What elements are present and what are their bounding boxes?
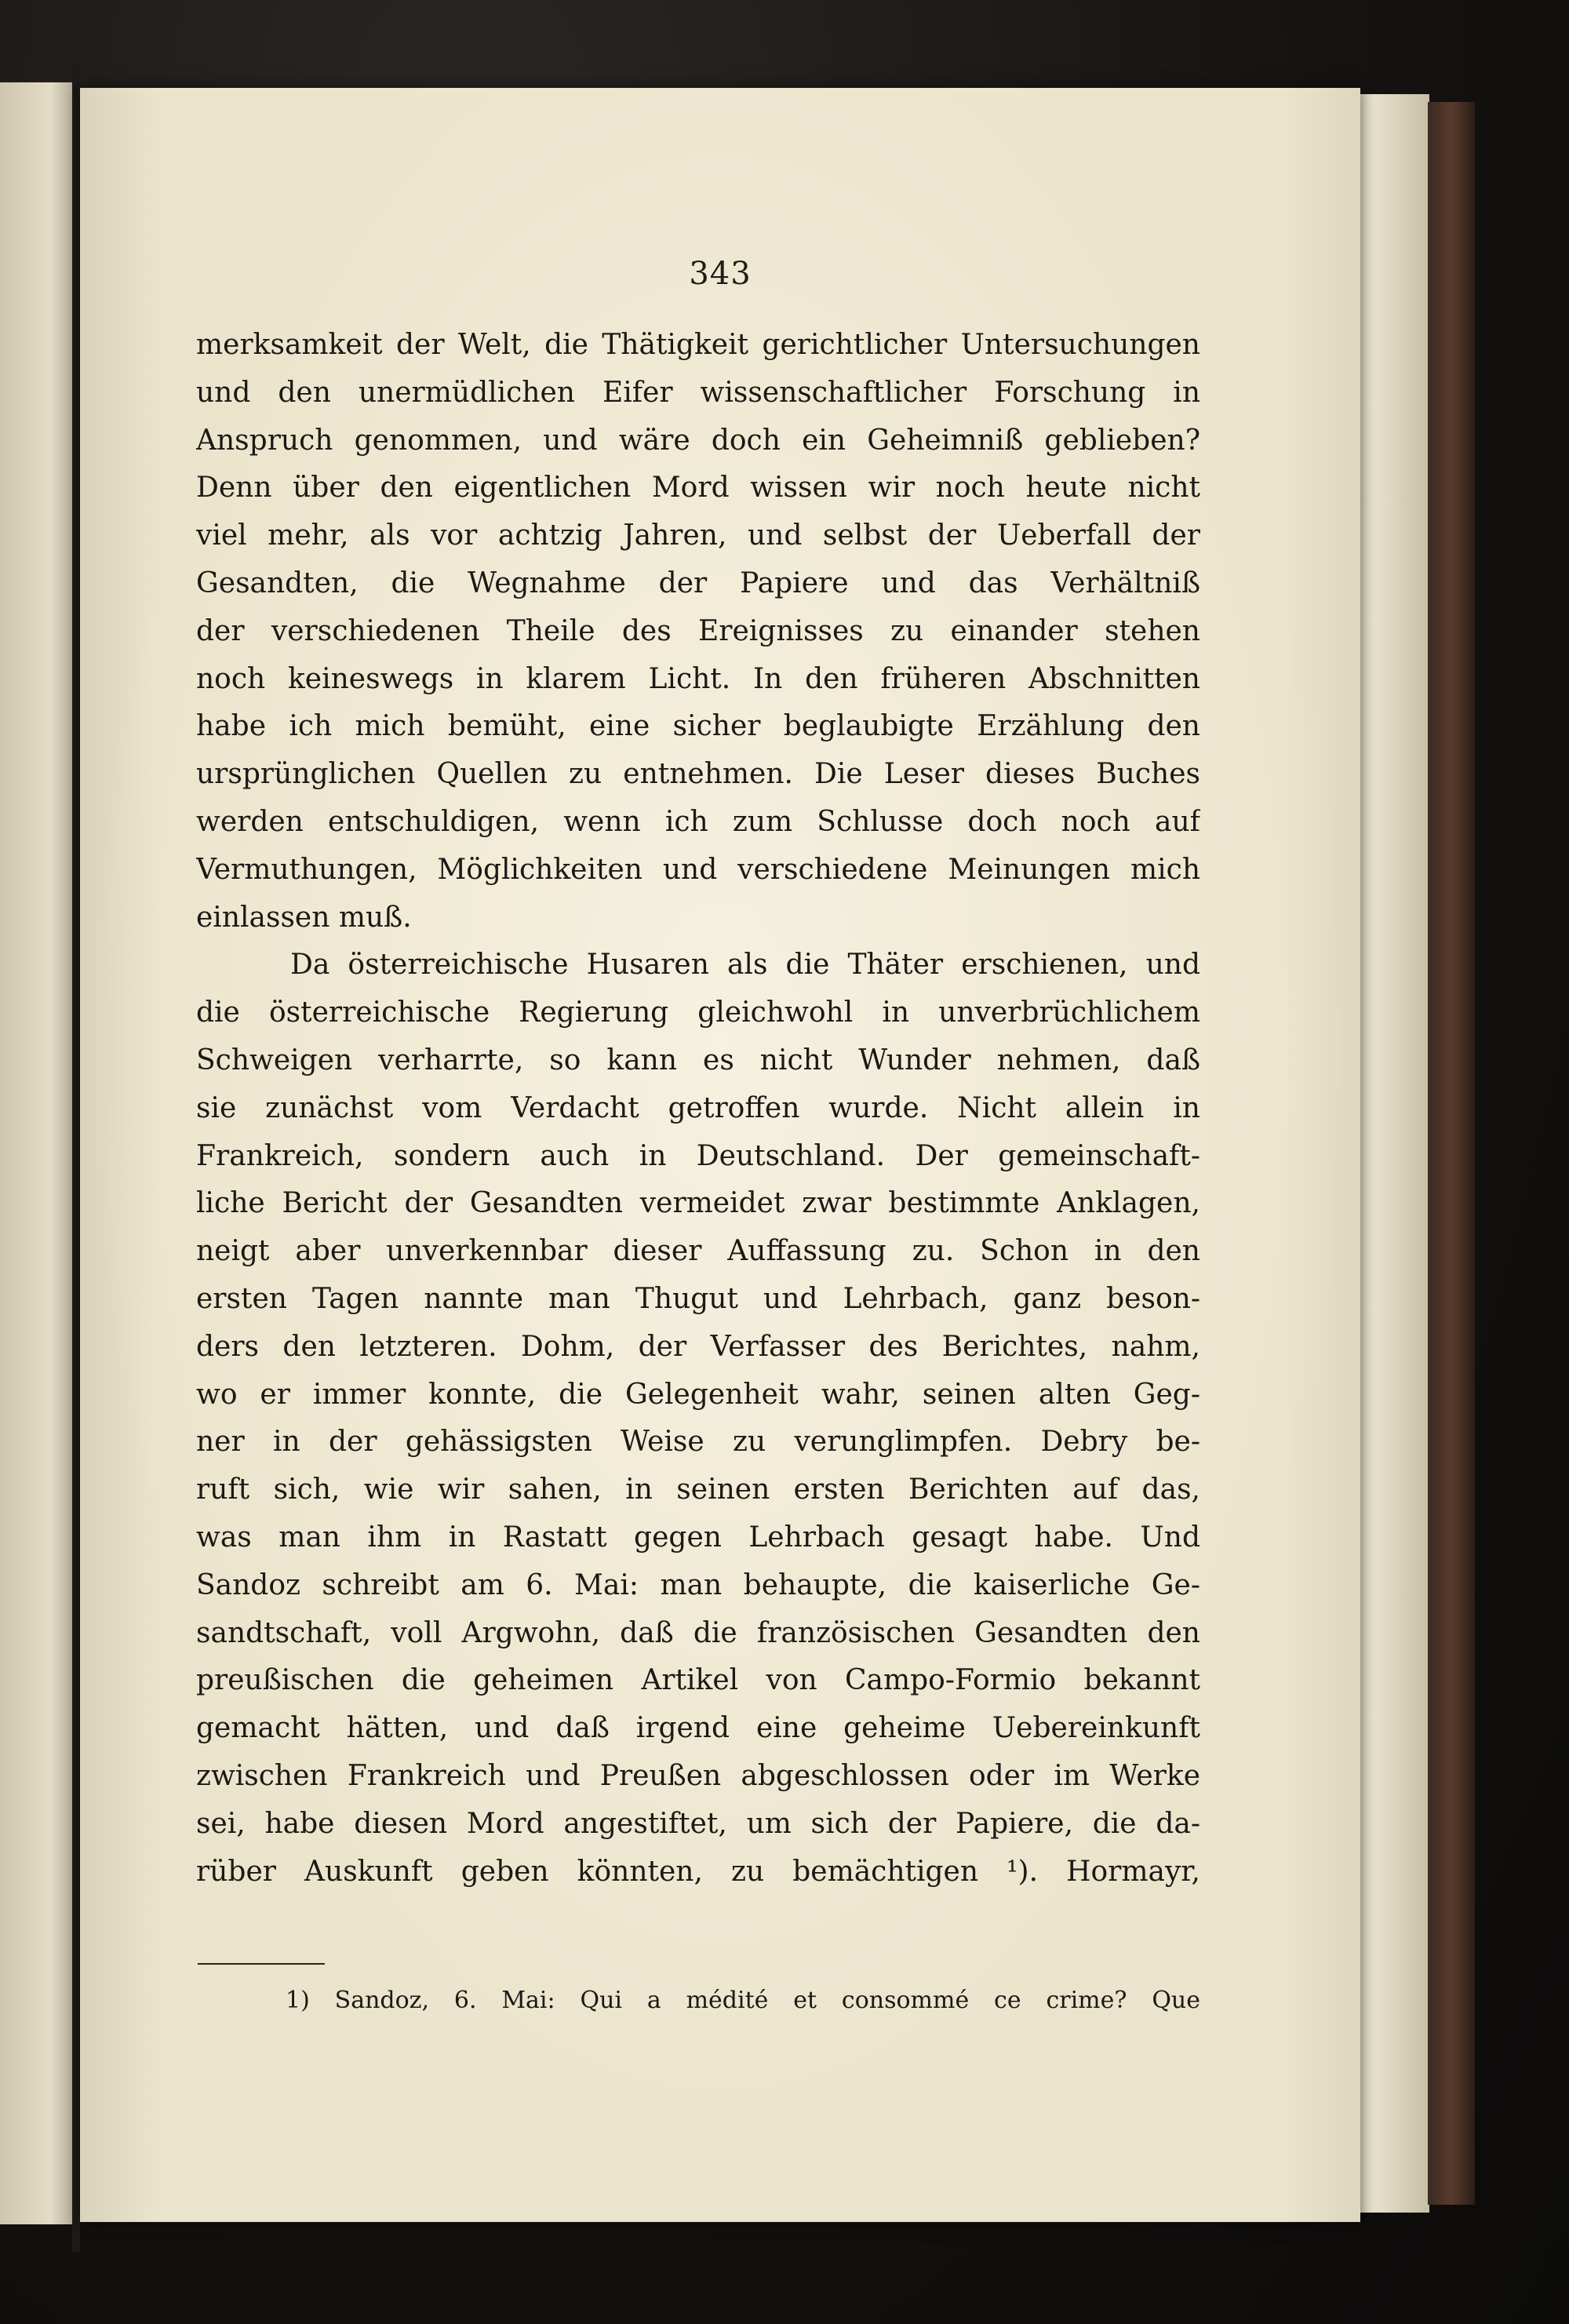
text-line: sei, habe diesen Mord angestiftet, um sich der Papiere, die da- [196,1807,1200,1840]
text-line: ruft sich, wie wir sahen, in seinen ersten Berichten auf das, [196,1473,1200,1506]
book-gutter [72,63,80,2252]
text-line: habe ich mich bemüht, eine sicher beglaubigte Erzählung den [196,710,1200,743]
text-line: noch keineswegs in klarem Licht. In den früheren Abschnitten [196,662,1200,695]
text-line: zwischen Frankreich und Preußen abgeschlossen oder im Werke [196,1759,1200,1792]
text-line: sandtschaft, voll Argwohn, daß die französischen Gesandten den [196,1616,1200,1649]
text-line: Vermuthungen, Möglichkeiten und verschiedene Meinungen mich [196,853,1200,886]
text-line: die österreichische Regierung gleichwohl in unverbrüchlichem [196,996,1200,1029]
text-line: und den unermüdlichen Eifer wissenschaftlicher Forschung in [196,376,1200,409]
body-text [196,322,1200,1896]
text-line: Gesandten, die Wegnahme der Papiere und das Verhältniß [196,566,1200,599]
text-line: der verschiedenen Theile des Ereignisses zu einander stehen [196,614,1200,647]
text-line: Denn über den eigentlichen Mord wissen wir noch heute nicht [196,472,1200,505]
text-line: Sandoz schreibt am 6. Mai: man behaupte, die kaiserliche Ge- [196,1568,1200,1601]
footnote-divider [198,1963,325,1965]
text-line: ders den letzteren. Dohm, der Verfasser des Berichtes, nahm, [196,1330,1200,1363]
text-line: neigt aber unverkennbar dieser Auffassung zu. Schon in den [196,1235,1200,1268]
paragraph-start-line: Da österreichische Husaren als die Thäter erschienen, und [290,949,1200,982]
text-line: viel mehr, als vor achtzig Jahren, und selbst der Ueberfall der [196,519,1200,552]
text-line: preußischen die geheimen Artikel von Campo-Formio bekannt [196,1664,1200,1697]
text-line: liche Bericht der Gesandten vermeidet zwar bestimmte Anklagen, [196,1187,1200,1220]
text-line: ersten Tagen nannte man Thugut und Lehrbach, ganz beson- [196,1282,1200,1315]
text-line: rüber Auskunft geben könnten, zu bemächtigen ¹). Hormayr, [196,1855,1200,1888]
text-line: ner in der gehässigsten Weise zu verunglimpfen. Debry be- [196,1426,1200,1459]
text-line: wo er immer konnte, die Gelegenheit wahr, seinen alten Geg- [196,1378,1200,1411]
facing-page-edge [0,82,75,2224]
text-line: was man ihm in Rastatt gegen Lehrbach gesagt habe. Und [196,1521,1200,1554]
text-line: sie zunächst vom Verdacht getroffen wurde. Nicht allein in [196,1091,1200,1124]
text-line: werden entschuldigen, wenn ich zum Schlusse doch noch auf [196,805,1200,838]
text-line: Schweigen verharrte, so kann es nicht Wunder nehmen, daß [196,1044,1200,1076]
book-page [80,88,1360,2222]
text-line: merksamkeit der Welt, die Thätigkeit gerichtlicher Untersuchungen [196,329,1200,361]
paragraph-end-line: einlassen muß. [196,901,412,934]
text-line: Anspruch genommen, und wäre doch ein Geheimniß geblieben? [196,424,1200,457]
book-cover-edge [1428,102,1475,2205]
text-line: ursprünglichen Quellen zu entnehmen. Die Leser dieses Buches [196,758,1200,791]
text-line: Frankreich, sondern auch in Deutschland. Der gemeinschaft- [196,1139,1200,1172]
footnote: 1) Sandoz, 6. Mai: Qui a médité et consommé ce crime? Que [286,1987,1200,2014]
page-number: 343 [689,256,752,292]
text-line: gemacht hätten, und daß irgend eine geheime Uebereinkunft [196,1712,1200,1745]
